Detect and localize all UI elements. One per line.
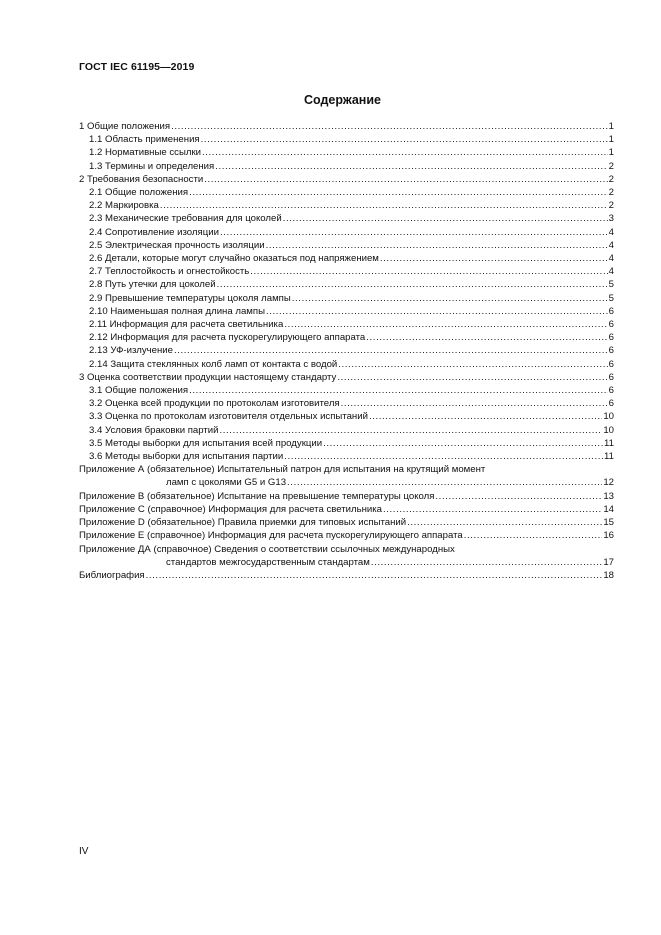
dot-leader [146, 569, 603, 582]
toc-entry[interactable] [79, 212, 614, 225]
dot-leader [174, 344, 608, 357]
toc-entry-title: Приложение А (обязательное) Испытательный патрон для испытания на крутящий момент [79, 464, 486, 476]
toc-entry-title: 2 Требования безопасности [79, 173, 204, 185]
toc-entry-page: 2 [608, 200, 614, 212]
dot-leader [202, 146, 608, 159]
toc-entry-title: 2.9 Превышение температуры цоколя лампы [89, 292, 291, 304]
toc-entry-page: 3 [608, 213, 614, 225]
toc-entry-title: Библиография [79, 569, 145, 581]
toc-entry-title: 1 Общие положения [79, 121, 171, 132]
toc-entry-title: Приложение Е (справочное) Информация для расчета пускорегулирующего аппарата [79, 530, 463, 542]
toc-entry-title: 2.5 Электрическая прочность изоляции [89, 239, 265, 251]
toc-entry[interactable] [79, 424, 614, 437]
toc-entry[interactable] [79, 410, 614, 423]
toc-entry-title: Приложение В (обязательное) Испытание на превышение температуры цоколя [79, 490, 435, 502]
toc-entry-page: 2 [608, 160, 614, 172]
toc-entry[interactable] [79, 146, 614, 159]
toc-entry-title: 2.10 Наименьшая полная длина лампы [89, 305, 265, 317]
toc-entry-title: 3.4 Условия браковки партий [89, 424, 219, 436]
toc-entry-title: 1.3 Термины и определения [89, 160, 215, 172]
toc-entry-title: 2.1 Общие положения [89, 187, 189, 199]
toc-entry-page: 6 [608, 305, 614, 317]
dot-leader [383, 503, 602, 516]
page-title: Содержание [303, 93, 381, 107]
toc-entry[interactable] [79, 265, 614, 278]
toc-entry-page: 6 [608, 345, 614, 357]
toc-entry-title: 2.2 Маркировка [89, 200, 159, 212]
toc-entry[interactable] [79, 318, 614, 331]
toc-entry-page: 2 [608, 173, 614, 185]
toc-entry-page: 11 [604, 451, 614, 463]
toc-entry[interactable] [79, 252, 614, 265]
dot-leader [341, 397, 608, 410]
toc-entry[interactable] [79, 331, 614, 344]
toc-entry-page: 2 [608, 187, 614, 199]
dot-leader [171, 120, 608, 133]
toc-entry-page: 17 [603, 556, 614, 568]
toc-entry-title: 2.8 Путь утечки для цоколей [89, 279, 216, 291]
toc-entry[interactable] [79, 450, 614, 463]
toc-entry-page: 10 [603, 424, 614, 436]
dot-leader [337, 371, 607, 384]
toc-entry-title: Приложение ДА (справочное) Сведения о соответствии ссылочных международных [79, 543, 455, 555]
toc-entry-title: 3.5 Методы выборки для испытания всей продукции [89, 437, 323, 449]
toc-entry[interactable] [79, 160, 614, 173]
toc-entry-page: 15 [603, 517, 614, 529]
toc-entry[interactable] [79, 226, 614, 239]
dot-leader [220, 226, 608, 239]
dot-leader [371, 556, 602, 569]
toc-entry[interactable] [79, 292, 614, 305]
toc-entry-page: 12 [603, 477, 614, 489]
toc-entry[interactable] [79, 503, 614, 516]
dot-leader [283, 212, 608, 225]
toc-entry-page: 13 [603, 490, 614, 502]
toc-entry[interactable] [79, 397, 614, 410]
toc-entry[interactable] [79, 384, 614, 397]
toc-entry-page: 1 [608, 147, 614, 159]
dot-leader [369, 410, 602, 423]
toc-entry[interactable] [79, 239, 614, 252]
dot-leader [250, 265, 607, 278]
toc-entry-page: 16 [603, 530, 614, 542]
dot-leader [366, 331, 607, 344]
toc-entry-title: 2.3 Механические требования для цоколей [89, 213, 282, 225]
dot-leader [201, 133, 608, 146]
toc-entry-title: стандартов межгосударственным стандартам [166, 556, 370, 568]
toc-entry-title: 2.14 Защита стеклянных колб ламп от контакта с водой [89, 358, 338, 370]
dot-leader [266, 305, 608, 318]
toc-entry[interactable] [79, 305, 614, 318]
toc-entry-page: 6 [608, 358, 614, 370]
toc-entry[interactable] [79, 476, 614, 489]
toc-entry-title: Приложение D (обязательное) Правила приемки для типовых испытаний [79, 517, 407, 529]
toc-entry[interactable] [79, 173, 614, 186]
dot-leader [189, 384, 608, 397]
toc-entry-title: 2.12 Информация для расчета пускорегулирующего аппарата [89, 332, 366, 344]
dot-leader [160, 199, 608, 212]
toc-entry-page: 6 [608, 398, 614, 410]
toc-entry-page: 11 [604, 437, 614, 449]
dot-leader [464, 529, 603, 542]
toc-entry[interactable] [79, 186, 614, 199]
toc-entry-page: 6 [608, 371, 614, 383]
toc-entry-title: 3 Оценка соответствии продукции настоящему стандарту [79, 371, 337, 383]
toc-entry[interactable] [79, 358, 614, 371]
toc-entry-page: 10 [603, 411, 614, 423]
toc-entry-title: 2.11 Информация для расчета светильника [89, 319, 284, 331]
toc-entry-title: 1.1 Область применения [89, 134, 200, 146]
toc-entry[interactable] [79, 490, 614, 503]
dot-leader [215, 160, 607, 173]
toc-entry-title: Приложение С (справочное) Информация для расчета светильника [79, 503, 383, 515]
toc-entry-page: 4 [608, 266, 614, 278]
toc-entry-title: 3.2 Оценка всей продукции по протоколам изготовителя [89, 398, 340, 410]
dot-leader [266, 239, 608, 252]
toc-entry[interactable] [79, 199, 614, 212]
toc-entry-title: 2.6 Детали, которые могут случайно оказаться под напряжением [89, 253, 379, 265]
toc-entry-page: 5 [608, 279, 614, 291]
toc-entry-page: 4 [608, 239, 614, 251]
dot-leader [220, 424, 603, 437]
toc-entry[interactable] [79, 120, 614, 133]
dot-leader [217, 278, 608, 291]
toc-entry[interactable] [79, 529, 614, 542]
page-number: IV [79, 846, 89, 857]
toc-entry-page: 5 [608, 292, 614, 304]
toc-entry-page: 6 [608, 332, 614, 344]
toc-entry-page: 4 [608, 226, 614, 238]
toc-entry-page: 14 [603, 503, 614, 515]
toc-entry-page: 1 [608, 121, 614, 132]
toc-entry-page: 1 [608, 134, 614, 146]
dot-leader [323, 437, 603, 450]
toc-entry[interactable] [79, 516, 614, 529]
toc-entry-title: 2.7 Теплостойкость и огнестойкость [89, 266, 250, 278]
toc-entry-page: 6 [608, 319, 614, 331]
document-id: ГОСТ IEC 61195—2019 [79, 61, 195, 73]
dot-leader [189, 186, 608, 199]
toc-entry-page: 18 [603, 569, 614, 581]
toc-entry[interactable] [79, 569, 614, 582]
table-of-contents [79, 120, 614, 582]
toc-entry-title: 2.13 УФ-излучение [89, 345, 173, 357]
toc-entry[interactable] [79, 556, 614, 569]
dot-leader [380, 252, 608, 265]
toc-entry-page: 6 [608, 385, 614, 397]
toc-entry[interactable] [79, 278, 614, 291]
dot-leader [284, 318, 607, 331]
dot-leader [407, 516, 602, 529]
toc-entry-title: 1.2 Нормативные ссылки [89, 147, 202, 159]
dot-leader [287, 476, 602, 489]
toc-entry-title: ламп с цоколями G5 и G13 [166, 477, 287, 489]
toc-entry[interactable] [79, 371, 614, 384]
dot-leader [292, 292, 608, 305]
toc-entry[interactable] [79, 463, 614, 476]
dot-leader [338, 358, 607, 371]
dot-leader [435, 490, 602, 503]
toc-entry-title: 2.4 Сопротивление изоляции [89, 226, 219, 238]
dot-leader [204, 173, 607, 186]
toc-entry-title: 3.6 Методы выборки для испытания партии [89, 451, 284, 463]
toc-entry[interactable] [79, 437, 614, 450]
toc-entry-page: 4 [608, 253, 614, 265]
toc-entry[interactable] [79, 344, 614, 357]
dot-leader [284, 450, 603, 463]
toc-entry-title: 3.1 Общие положения [89, 385, 189, 397]
toc-entry[interactable] [79, 543, 614, 556]
toc-entry[interactable] [79, 133, 614, 146]
toc-entry-title: 3.3 Оценка по протоколам изготовителя отдельных испытаний [89, 411, 368, 423]
